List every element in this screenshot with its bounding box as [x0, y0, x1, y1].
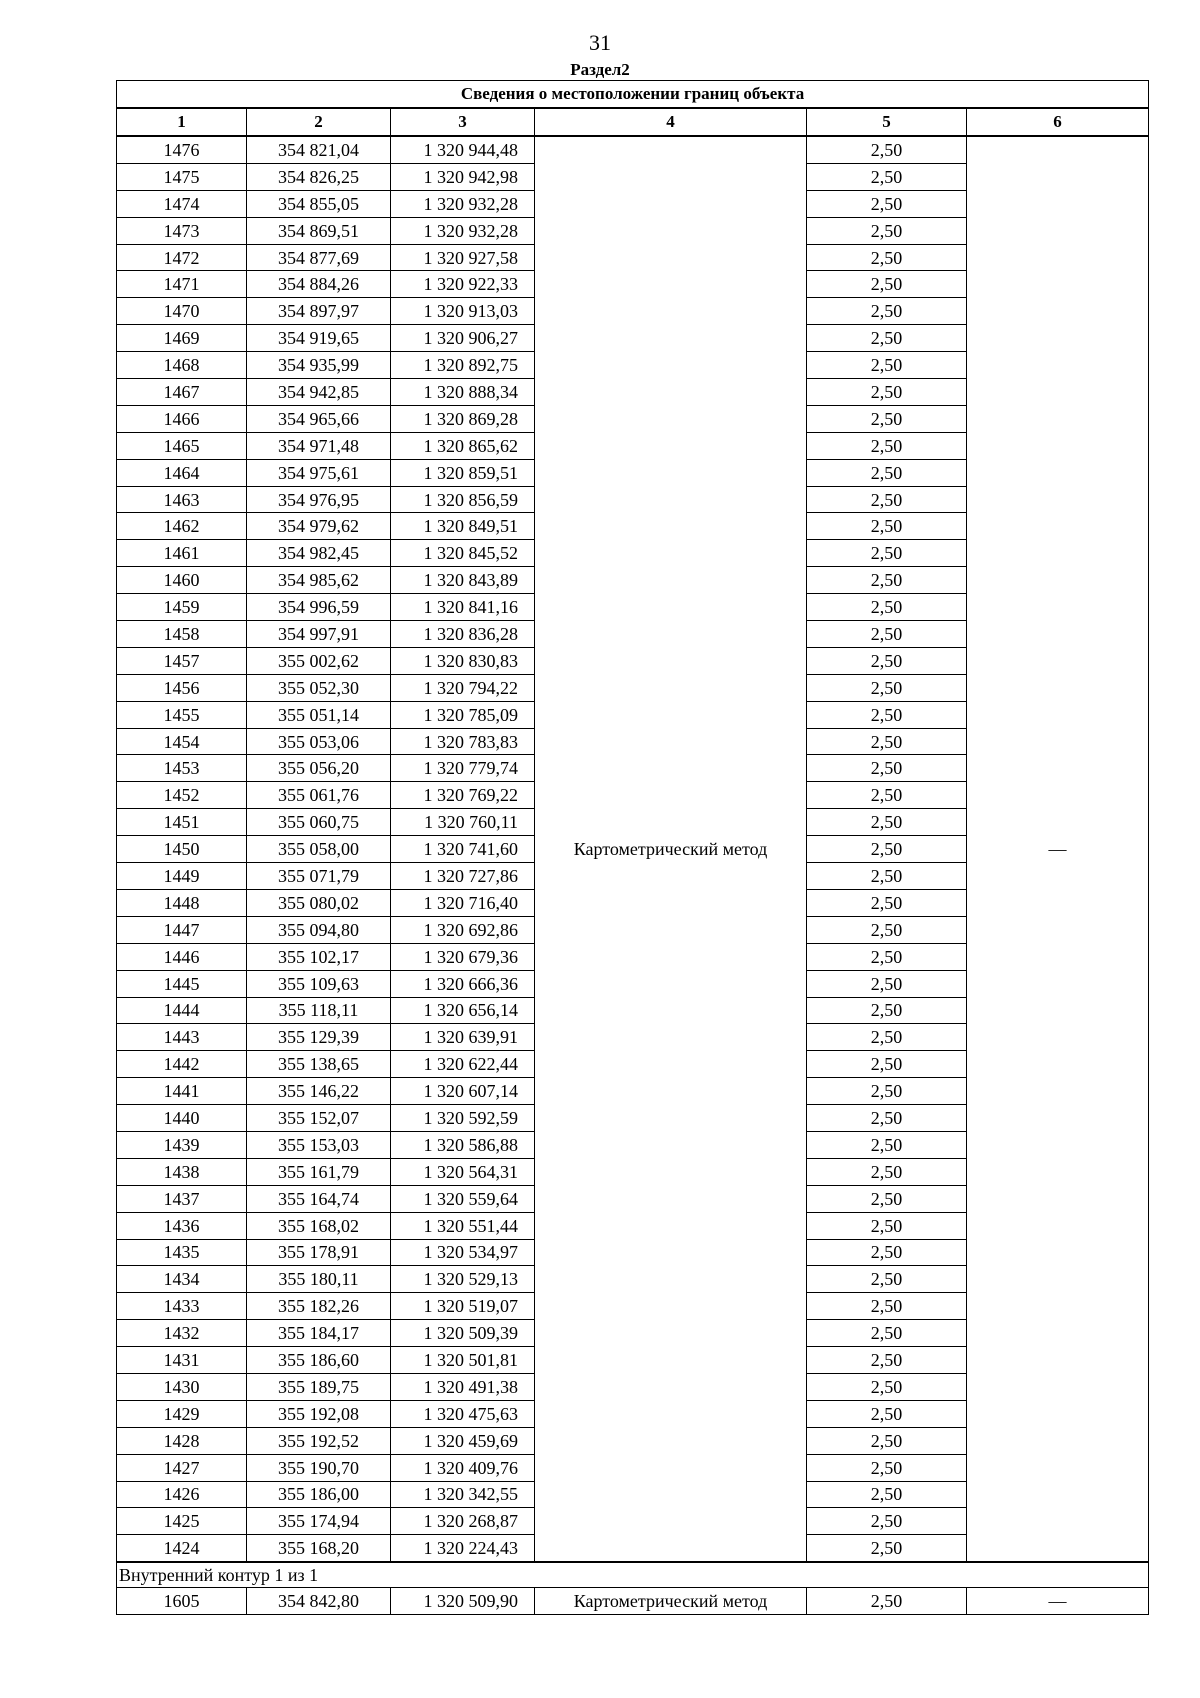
coord-y: 1 320 785,09: [391, 701, 535, 728]
coord-x: 355 189,75: [247, 1373, 391, 1400]
accuracy: 2,50: [807, 809, 967, 836]
accuracy: 2,50: [807, 1131, 967, 1158]
accuracy: 2,50: [807, 889, 967, 916]
coord-y: 1 320 741,60: [391, 836, 535, 863]
coord-y: 1 320 913,03: [391, 298, 535, 325]
accuracy: 2,50: [807, 540, 967, 567]
accuracy: 2,50: [807, 298, 967, 325]
point-number: 1424: [117, 1535, 247, 1562]
point-number: 1439: [117, 1131, 247, 1158]
coord-x: 355 164,74: [247, 1185, 391, 1212]
coord-y: 1 320 849,51: [391, 513, 535, 540]
coord-x: 354 897,97: [247, 298, 391, 325]
coord-y: 1 320 906,27: [391, 325, 535, 352]
accuracy: 2,50: [807, 997, 967, 1024]
coord-x: 354 919,65: [247, 325, 391, 352]
coord-y: 1 320 509,39: [391, 1320, 535, 1347]
coord-y: 1 320 869,28: [391, 405, 535, 432]
point-number: 1450: [117, 836, 247, 863]
coord-x: 355 184,17: [247, 1320, 391, 1347]
point-number: 1456: [117, 674, 247, 701]
accuracy: 2,50: [807, 1051, 967, 1078]
point-number: 1437: [117, 1185, 247, 1212]
coord-x: 354 975,61: [247, 459, 391, 486]
accuracy: 2,50: [807, 1239, 967, 1266]
coord-y: 1 320 529,13: [391, 1266, 535, 1293]
point-number: 1466: [117, 405, 247, 432]
coord-x: 355 002,62: [247, 647, 391, 674]
accuracy: 2,50: [807, 594, 967, 621]
point-number: 1428: [117, 1427, 247, 1454]
accuracy: 2,50: [807, 136, 967, 163]
coord-y: 1 320 727,86: [391, 863, 535, 890]
coord-y: 1 320 794,22: [391, 674, 535, 701]
accuracy: 2,50: [807, 352, 967, 379]
coord-x: 355 146,22: [247, 1078, 391, 1105]
accuracy: 2,50: [807, 190, 967, 217]
description: —: [967, 136, 1149, 1562]
column-header-3: 3: [391, 108, 535, 136]
coord-x: 354 997,91: [247, 621, 391, 648]
coord-y: 1 320 459,69: [391, 1427, 535, 1454]
coord-x: 354 869,51: [247, 217, 391, 244]
boundary-table: [116, 80, 1149, 1615]
accuracy: 2,50: [807, 567, 967, 594]
coord-x: 355 094,80: [247, 916, 391, 943]
accuracy: 2,50: [807, 1105, 967, 1132]
coord-x: 355 071,79: [247, 863, 391, 890]
coord-y: 1 320 830,83: [391, 647, 535, 674]
coord-x: 354 976,95: [247, 486, 391, 513]
coord-y: 1 320 783,83: [391, 728, 535, 755]
accuracy: 2,50: [807, 1535, 967, 1562]
accuracy: 2,50: [807, 1320, 967, 1347]
coord-y: 1 320 639,91: [391, 1024, 535, 1051]
point-number: 1475: [117, 163, 247, 190]
coord-x: 355 161,79: [247, 1158, 391, 1185]
coord-y: 1 320 559,64: [391, 1185, 535, 1212]
point-number: 1432: [117, 1320, 247, 1347]
inner-contour-section: [117, 1562, 1149, 1615]
coord-x: 355 051,14: [247, 701, 391, 728]
accuracy: 2,50: [807, 863, 967, 890]
coord-y: 1 320 564,31: [391, 1158, 535, 1185]
point-number: 1447: [117, 916, 247, 943]
accuracy: 2,50: [807, 1454, 967, 1481]
accuracy: 2,50: [807, 513, 967, 540]
coord-x: 355 102,17: [247, 943, 391, 970]
coord-x: 354 842,80: [247, 1588, 391, 1615]
point-number: 1462: [117, 513, 247, 540]
coord-y: 1 320 927,58: [391, 244, 535, 271]
coord-y: 1 320 859,51: [391, 459, 535, 486]
point-number: 1461: [117, 540, 247, 567]
coord-x: 355 053,06: [247, 728, 391, 755]
coord-x: 354 971,48: [247, 432, 391, 459]
coord-y: 1 320 409,76: [391, 1454, 535, 1481]
coord-x: 355 152,07: [247, 1105, 391, 1132]
column-header-4: 4: [535, 108, 807, 136]
method: Картометрический метод: [535, 136, 807, 1562]
accuracy: 2,50: [807, 379, 967, 406]
accuracy: 2,50: [807, 1185, 967, 1212]
coord-y: 1 320 679,36: [391, 943, 535, 970]
coord-x: 354 821,04: [247, 136, 391, 163]
coord-x: 354 985,62: [247, 567, 391, 594]
point-number: 1467: [117, 379, 247, 406]
point-number: 1460: [117, 567, 247, 594]
coord-x: 355 178,91: [247, 1239, 391, 1266]
coord-x: 355 056,20: [247, 755, 391, 782]
coord-x: 355 168,02: [247, 1212, 391, 1239]
accuracy: 2,50: [807, 943, 967, 970]
coord-x: 355 168,20: [247, 1535, 391, 1562]
accuracy: 2,50: [807, 1400, 967, 1427]
coord-x: 355 138,65: [247, 1051, 391, 1078]
coord-x: 355 186,60: [247, 1347, 391, 1374]
accuracy: 2,50: [807, 271, 967, 298]
coord-x: 354 942,85: [247, 379, 391, 406]
accuracy: 2,50: [807, 459, 967, 486]
accuracy: 2,50: [807, 1373, 967, 1400]
column-header-6: 6: [967, 108, 1149, 136]
coord-y: 1 320 224,43: [391, 1535, 535, 1562]
coord-x: 355 061,76: [247, 782, 391, 809]
coord-y: 1 320 769,22: [391, 782, 535, 809]
point-number: 1464: [117, 459, 247, 486]
coord-y: 1 320 856,59: [391, 486, 535, 513]
point-number: 1452: [117, 782, 247, 809]
accuracy: 2,50: [807, 486, 967, 513]
accuracy: 2,50: [807, 1481, 967, 1508]
coord-y: 1 320 779,74: [391, 755, 535, 782]
coord-x: 355 052,30: [247, 674, 391, 701]
inner-contour-label: Внутренний контур 1 из 1: [117, 1562, 1149, 1588]
point-number: 1443: [117, 1024, 247, 1051]
point-number: 1451: [117, 809, 247, 836]
point-number: 1448: [117, 889, 247, 916]
coord-x: 355 058,00: [247, 836, 391, 863]
point-number: 1435: [117, 1239, 247, 1266]
coord-y: 1 320 534,97: [391, 1239, 535, 1266]
accuracy: 2,50: [807, 1158, 967, 1185]
page-number: 31: [589, 30, 611, 55]
accuracy: 2,50: [807, 970, 967, 997]
coord-x: 355 118,11: [247, 997, 391, 1024]
coord-y: 1 320 836,28: [391, 621, 535, 648]
point-number: 1454: [117, 728, 247, 755]
point-number: 1427: [117, 1454, 247, 1481]
coord-y: 1 320 491,38: [391, 1373, 535, 1400]
coord-x: 355 129,39: [247, 1024, 391, 1051]
point-number: 1426: [117, 1481, 247, 1508]
section-title: Раздел2: [570, 60, 630, 79]
coord-x: 355 186,00: [247, 1481, 391, 1508]
accuracy: 2,50: [807, 1212, 967, 1239]
point-number: 1458: [117, 621, 247, 648]
coord-y: 1 320 622,44: [391, 1051, 535, 1078]
point-number: 1459: [117, 594, 247, 621]
accuracy: 2,50: [807, 1024, 967, 1051]
coord-y: 1 320 607,14: [391, 1078, 535, 1105]
accuracy: 2,50: [807, 916, 967, 943]
coord-y: 1 320 519,07: [391, 1293, 535, 1320]
point-number: 1472: [117, 244, 247, 271]
point-number: 1438: [117, 1158, 247, 1185]
point-number: 1453: [117, 755, 247, 782]
coord-x: 355 060,75: [247, 809, 391, 836]
point-number: 1430: [117, 1373, 247, 1400]
coord-x: 354 855,05: [247, 190, 391, 217]
point-number: 1425: [117, 1508, 247, 1535]
accuracy: 2,50: [807, 701, 967, 728]
coord-y: 1 320 501,81: [391, 1347, 535, 1374]
table-row: [117, 136, 1149, 163]
accuracy: 2,50: [807, 728, 967, 755]
point-number: 1446: [117, 943, 247, 970]
point-number: 1470: [117, 298, 247, 325]
coord-y: 1 320 509,90: [391, 1588, 535, 1615]
coord-x: 354 982,45: [247, 540, 391, 567]
coord-x: 354 877,69: [247, 244, 391, 271]
coord-x: 354 935,99: [247, 352, 391, 379]
coord-y: 1 320 268,87: [391, 1508, 535, 1535]
coord-y: 1 320 841,16: [391, 594, 535, 621]
point-number: 1463: [117, 486, 247, 513]
accuracy: 2,50: [807, 1347, 967, 1374]
point-number: 1469: [117, 325, 247, 352]
coord-x: 354 965,66: [247, 405, 391, 432]
coord-y: 1 320 932,28: [391, 217, 535, 244]
point-number: 1605: [117, 1588, 247, 1615]
coord-y: 1 320 892,75: [391, 352, 535, 379]
accuracy: 2,50: [807, 163, 967, 190]
coord-y: 1 320 760,11: [391, 809, 535, 836]
coord-y: 1 320 932,28: [391, 190, 535, 217]
accuracy: 2,50: [807, 1078, 967, 1105]
accuracy: 2,50: [807, 621, 967, 648]
point-number: 1473: [117, 217, 247, 244]
coord-y: 1 320 922,33: [391, 271, 535, 298]
coord-x: 354 826,25: [247, 163, 391, 190]
accuracy: 2,50: [807, 432, 967, 459]
coord-x: 355 153,03: [247, 1131, 391, 1158]
coord-x: 355 192,52: [247, 1427, 391, 1454]
coord-x: 354 884,26: [247, 271, 391, 298]
accuracy: 2,50: [807, 405, 967, 432]
point-number: 1457: [117, 647, 247, 674]
coord-y: 1 320 666,36: [391, 970, 535, 997]
point-number: 1436: [117, 1212, 247, 1239]
point-number: 1441: [117, 1078, 247, 1105]
table-body: [117, 136, 1149, 1562]
accuracy: 2,50: [807, 217, 967, 244]
column-header-5: 5: [807, 108, 967, 136]
coord-y: 1 320 656,14: [391, 997, 535, 1024]
accuracy: 2,50: [807, 1293, 967, 1320]
point-number: 1440: [117, 1105, 247, 1132]
accuracy: 2,50: [807, 244, 967, 271]
coord-y: 1 320 586,88: [391, 1131, 535, 1158]
column-header-row: [117, 108, 1149, 136]
point-number: 1434: [117, 1266, 247, 1293]
coord-y: 1 320 843,89: [391, 567, 535, 594]
coord-y: 1 320 865,62: [391, 432, 535, 459]
column-header-1: 1: [117, 108, 247, 136]
coord-y: 1 320 342,55: [391, 1481, 535, 1508]
accuracy: 2,50: [807, 1266, 967, 1293]
coord-x: 354 996,59: [247, 594, 391, 621]
coord-x: 355 190,70: [247, 1454, 391, 1481]
coord-y: 1 320 716,40: [391, 889, 535, 916]
accuracy: 2,50: [807, 755, 967, 782]
accuracy: 2,50: [807, 674, 967, 701]
coord-x: 355 109,63: [247, 970, 391, 997]
coord-y: 1 320 888,34: [391, 379, 535, 406]
coord-x: 355 174,94: [247, 1508, 391, 1535]
point-number: 1474: [117, 190, 247, 217]
table-caption: Сведения о местоположении границ объекта: [117, 81, 1149, 109]
column-header-2: 2: [247, 108, 391, 136]
point-number: 1455: [117, 701, 247, 728]
coord-y: 1 320 592,59: [391, 1105, 535, 1132]
point-number: 1468: [117, 352, 247, 379]
coord-y: 1 320 475,63: [391, 1400, 535, 1427]
coord-x: 354 979,62: [247, 513, 391, 540]
coord-y: 1 320 944,48: [391, 136, 535, 163]
accuracy: 2,50: [807, 647, 967, 674]
coord-x: 355 080,02: [247, 889, 391, 916]
coord-y: 1 320 942,98: [391, 163, 535, 190]
point-number: 1449: [117, 863, 247, 890]
table-row: [117, 1588, 1149, 1615]
point-number: 1445: [117, 970, 247, 997]
accuracy: 2,50: [807, 325, 967, 352]
point-number: 1465: [117, 432, 247, 459]
coord-y: 1 320 551,44: [391, 1212, 535, 1239]
point-number: 1442: [117, 1051, 247, 1078]
accuracy: 2,50: [807, 1508, 967, 1535]
point-number: 1471: [117, 271, 247, 298]
coord-x: 355 192,08: [247, 1400, 391, 1427]
coord-y: 1 320 692,86: [391, 916, 535, 943]
coord-y: 1 320 845,52: [391, 540, 535, 567]
point-number: 1444: [117, 997, 247, 1024]
accuracy: 2,50: [807, 1588, 967, 1615]
coord-x: 355 180,11: [247, 1266, 391, 1293]
coord-x: 355 182,26: [247, 1293, 391, 1320]
accuracy: 2,50: [807, 782, 967, 809]
point-number: 1429: [117, 1400, 247, 1427]
method: Картометрический метод: [535, 1588, 807, 1615]
point-number: 1476: [117, 136, 247, 163]
description: —: [967, 1588, 1149, 1615]
point-number: 1431: [117, 1347, 247, 1374]
accuracy: 2,50: [807, 836, 967, 863]
accuracy: 2,50: [807, 1427, 967, 1454]
point-number: 1433: [117, 1293, 247, 1320]
